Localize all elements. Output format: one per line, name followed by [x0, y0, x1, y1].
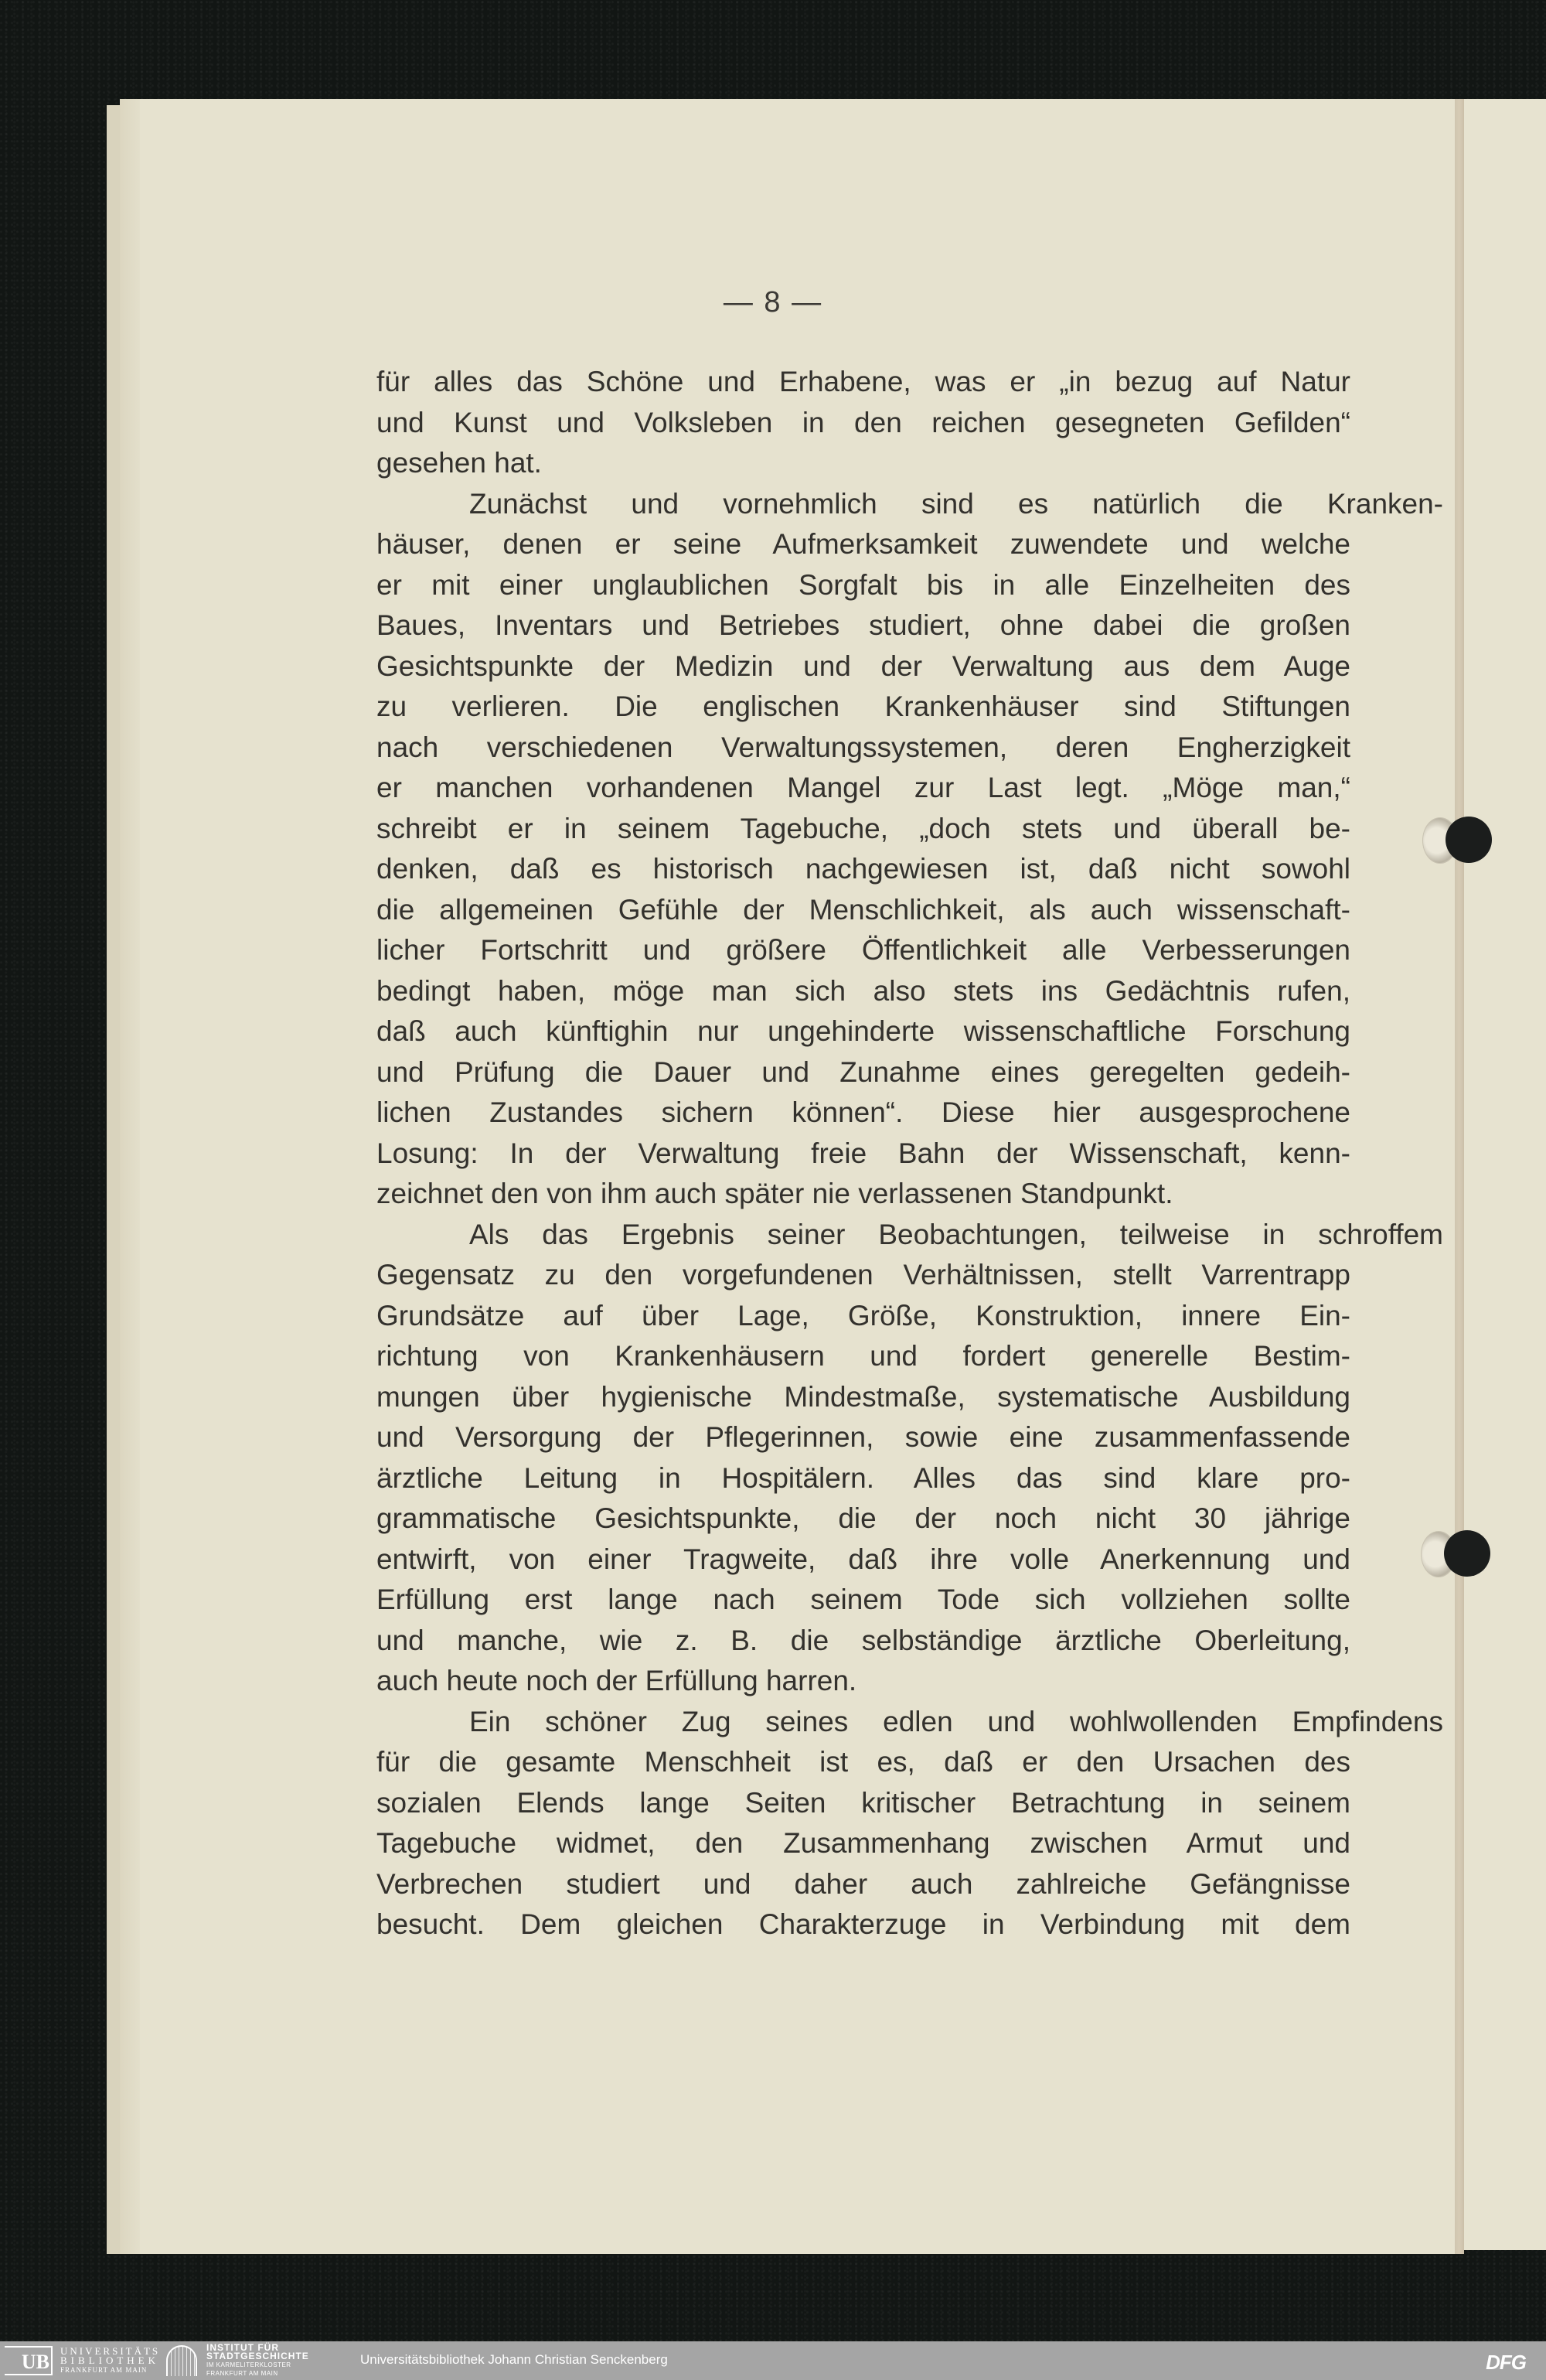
isg-logo[interactable] [166, 2344, 309, 2377]
isg-logo-line: INSTITUT FÜR [206, 2342, 279, 2353]
text-line: mungen über hygienische Mindestmaße, systematische Ausbildung [376, 1380, 1350, 1413]
ub-logo-line: BIBLIOTHEK [60, 2354, 159, 2366]
page-number: — 8 — [723, 286, 823, 319]
isg-logo-line: STADTGESCHICHTE [206, 2351, 309, 2361]
text-line: Gegensatz zu den vorgefundenen Verhältnissen, stellt Varrentrapp [376, 1259, 1350, 1291]
text-line: er mit einer unglaublichen Sorgfalt bis in alle Einzelheiten des [376, 568, 1350, 601]
text-line: und manche, wie z. B. die selbständige ärztliche Oberleitung, [376, 1624, 1350, 1656]
text-line: schreibt er in seinem Tagebuche, „doch stets und überall be- [376, 812, 1350, 844]
text-line: zeichnet den von ihm auch später nie verlassenen Standpunkt. [376, 1178, 1173, 1209]
text-line: daß auch künftighin nur ungehinderte wissenschaftliche Forschung [376, 1015, 1350, 1047]
text-line: denken, daß es historisch nachgewiesen ist, daß nicht sowohl [376, 853, 1350, 885]
text-line: nach verschiedenen Verwaltungssystemen, deren Engherzigkeit [376, 731, 1350, 763]
text-line: für die gesamte Menschheit ist es, daß er den Ursachen des [376, 1746, 1350, 1778]
text-line: lichen Zustandes sichern können“. Diese hier ausgesprochene [376, 1096, 1350, 1128]
footer-bar [0, 2341, 1546, 2380]
text-line: und Kunst und Volksleben in den reichen gesegneten Gefilden“ [376, 406, 1350, 438]
ub-logo-line: FRANKFURT AM MAIN [60, 2366, 148, 2374]
text-line: für alles das Schöne und Erhabene, was er „in bezug auf Natur [376, 366, 1350, 397]
ub-logo-mark: UB [5, 2346, 53, 2375]
text-line: besucht. Dem gleichen Charakterzuge in Verbindung mit dem [376, 1908, 1350, 1940]
text-line: Gesichtspunkte der Medizin und der Verwaltung aus dem Auge [376, 650, 1350, 682]
adjacent-page-edge [1464, 99, 1546, 2250]
text-line: Zunächst und vornehmlich sind es natürlich die Kranken- [469, 487, 1443, 520]
text-line: Als das Ergebnis seiner Beobachtungen, teilweise in schroffem [469, 1218, 1443, 1250]
paragraph [376, 362, 1350, 484]
text-line: ärztliche Leitung in Hospitälern. Alles das sind klare pro- [376, 1461, 1350, 1494]
text-line: Grundsätze auf über Lage, Größe, Konstruktion, innere Ein- [376, 1299, 1350, 1332]
text-line: Tagebuche widmet, den Zusammenhang zwischen Armut und [376, 1827, 1350, 1859]
text-line: richtung von Krankenhäusern und fordert generelle Bestim- [376, 1340, 1350, 1372]
isg-arch-icon [166, 2345, 197, 2376]
isg-logo-text [206, 2344, 309, 2378]
ub-logo[interactable] [5, 2344, 160, 2377]
page-gutter-shadow [120, 99, 140, 2254]
dfg-logo[interactable]: DFG [1486, 2351, 1526, 2374]
text-line: sozialen Elends lange Seiten kritischer Betrachtung in seinem [376, 1786, 1350, 1819]
body-text [376, 362, 1443, 1945]
ub-logo-text [60, 2347, 160, 2375]
paragraph [376, 1702, 1443, 1945]
text-line: auch heute noch der Erfüllung harren. [376, 1665, 857, 1696]
text-line: und Versorgung der Pflegerinnen, sowie eine zusammenfassende [376, 1421, 1350, 1453]
paragraph [376, 1215, 1443, 1702]
text-line: die allgemeinen Gefühle der Menschlichkeit, als auch wissenschaft- [376, 893, 1350, 926]
text-line: grammatische Gesichtspunkte, die der noch nicht 30 jährige [376, 1502, 1350, 1534]
text-line: entwirft, von einer Tragweite, daß ihre volle Anerkennung und [376, 1543, 1350, 1575]
text-line: Losung: In der Verwaltung freie Bahn der Wissenschaft, kenn- [376, 1137, 1350, 1169]
text-line: bedingt haben, möge man sich also stets ins Gedächtnis rufen, [376, 974, 1350, 1007]
punch-hole [1446, 817, 1492, 863]
punch-hole [1444, 1530, 1490, 1577]
text-line: und Prüfung die Dauer und Zunahme eines geregelten gedeih- [376, 1055, 1350, 1088]
isg-logo-line: IM KARMELITERKLOSTER [206, 2361, 291, 2368]
text-line: er manchen vorhandenen Mangel zur Last legt. „Möge man,“ [376, 772, 1350, 803]
footer-library-name: Universitätsbibliothek Johann Christian Senckenberg [360, 2352, 668, 2367]
isg-logo-line: FRANKFURT AM MAIN [206, 2370, 278, 2377]
paragraph [376, 484, 1443, 1215]
text-line: Ein schöner Zug seines edlen und wohlwollenden Empfindens [469, 1705, 1443, 1737]
text-line: Erfüllung erst lange nach seinem Tode sich vollziehen sollte [376, 1584, 1350, 1615]
text-line: Baues, Inventars und Betriebes studiert, ohne dabei die großen [376, 609, 1350, 641]
text-line: Verbrechen studiert und daher auch zahlreiche Gefängnisse [376, 1867, 1350, 1900]
ub-logo-line: UNIVERSITÄTS [60, 2345, 161, 2357]
binding-seam [1455, 99, 1464, 2254]
text-line: licher Fortschritt und größere Öffentlichkeit alle Verbesserungen [376, 934, 1350, 966]
text-line: zu verlieren. Die englischen Krankenhäuser sind Stiftungen [376, 690, 1350, 722]
text-line: häuser, denen er seine Aufmerksamkeit zuwendete und welche [376, 528, 1350, 560]
text-line: gesehen hat. [376, 447, 542, 479]
